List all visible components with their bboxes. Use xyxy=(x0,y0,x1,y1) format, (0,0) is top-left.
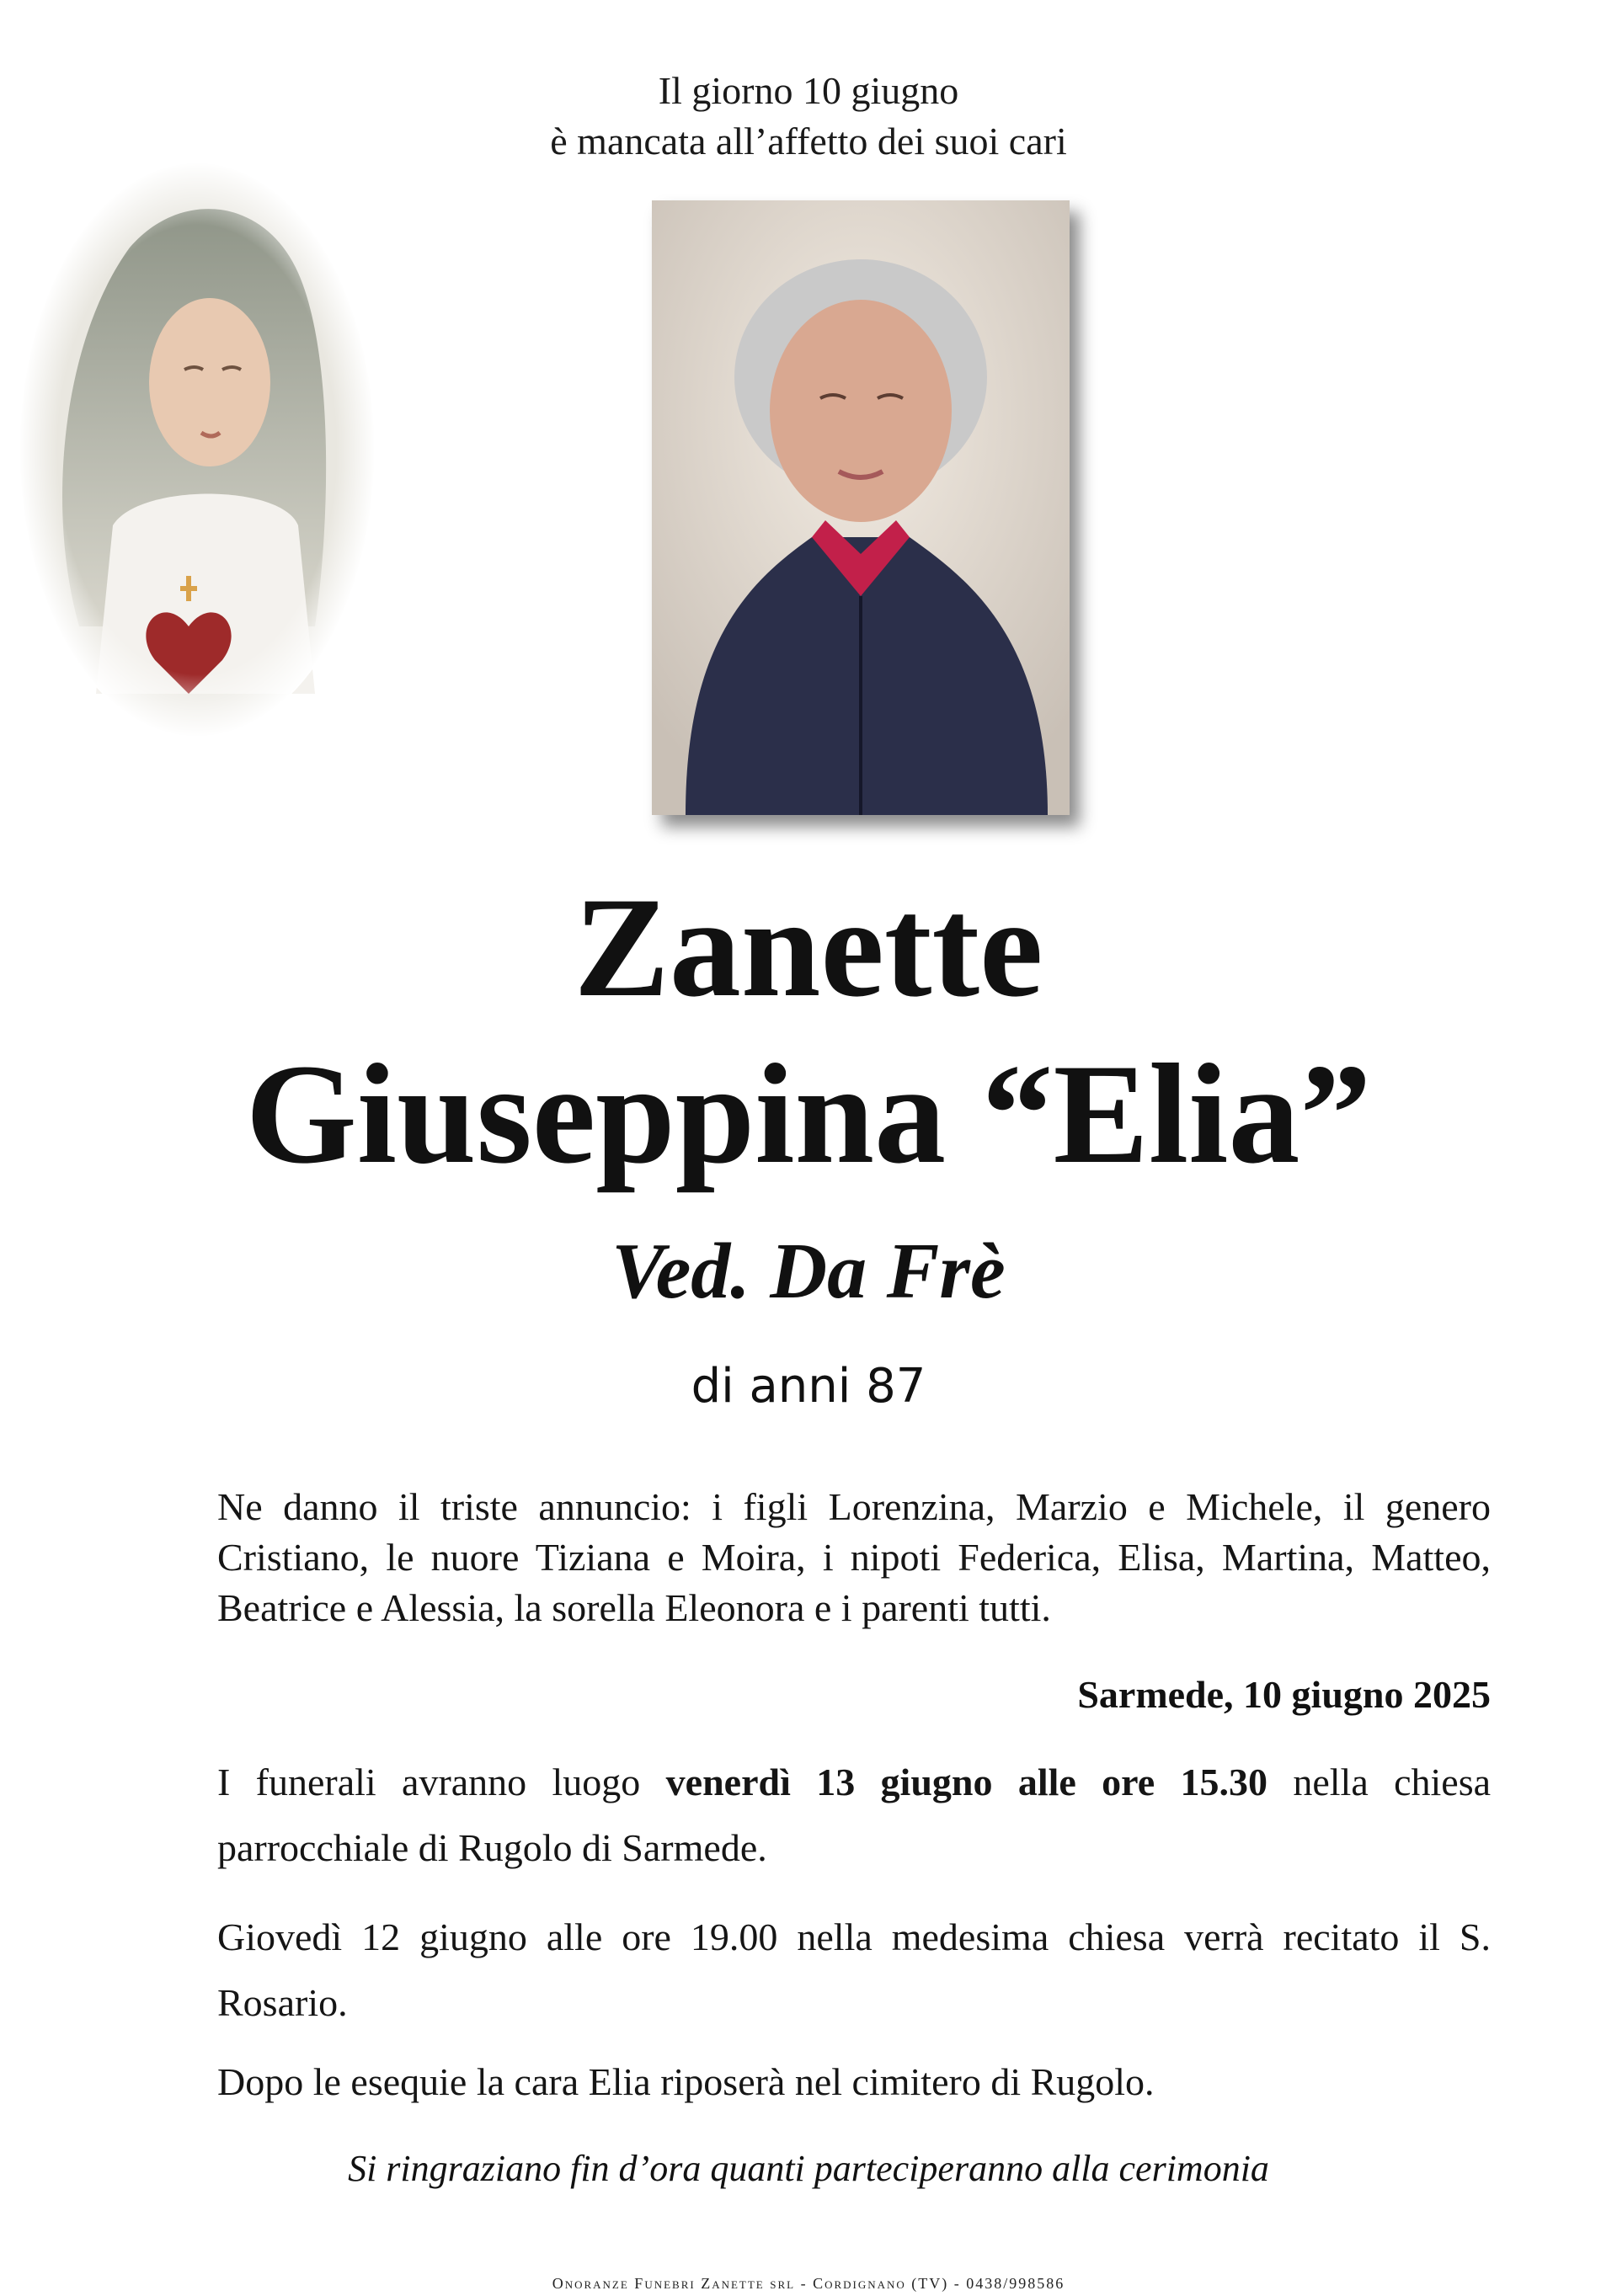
madonna-image xyxy=(12,155,382,744)
burial-paragraph: Dopo le esequie la cara Elia riposerà nel cimitero di Rugolo. xyxy=(217,2060,1155,2103)
intro-text xyxy=(0,66,1617,167)
deceased-surname: Zanette xyxy=(574,868,1043,1026)
widow-of: Ved. Da Frè xyxy=(611,1228,1006,1315)
funeral-date-time: venerdì 13 giugno alle ore 15.30 xyxy=(665,1761,1267,1803)
funeral-text-before: I funerali avranno luogo xyxy=(217,1761,666,1803)
deceased-given-name: Giuseppina “Elia” xyxy=(245,1035,1372,1193)
intro-line-2: è mancata all’affetto dei suoi cari xyxy=(550,120,1067,162)
funeral-paragraph xyxy=(217,1750,1491,1881)
intro-line-1: Il giorno 10 giugno xyxy=(658,69,959,112)
funeral-text-after: nella chiesa parrocchiale di Rugolo di Sarmede. xyxy=(217,1761,1492,1869)
announcement-paragraph: Ne danno il triste annuncio: i figli Lorenzina, Marzio e Michele, il genero Cristiano, le nuore Tiziana e Moira, i nipoti Federica, Elisa, Martina, Matteo, Beatrice e Alessia, la sorella Eleonora e i parenti tutti. xyxy=(217,1485,1491,1629)
portrait-photo xyxy=(652,200,1070,815)
age: di anni 87 xyxy=(691,1359,926,1414)
funeral-home-footer: Onoranze Funebri Zanette srl - Cordignano (TV) - 0438/998586 xyxy=(552,2275,1065,2292)
rosary-paragraph: Giovedì 12 giugno alle ore 19.00 nella medesima chiesa verrà recitato il S. Rosario. xyxy=(217,1915,1491,2024)
dateline: Sarmede, 10 giugno 2025 xyxy=(1077,1673,1491,1716)
thanks-line: Si ringraziano fin d’ora quanti parteciperanno alla cerimonia xyxy=(348,2148,1269,2189)
